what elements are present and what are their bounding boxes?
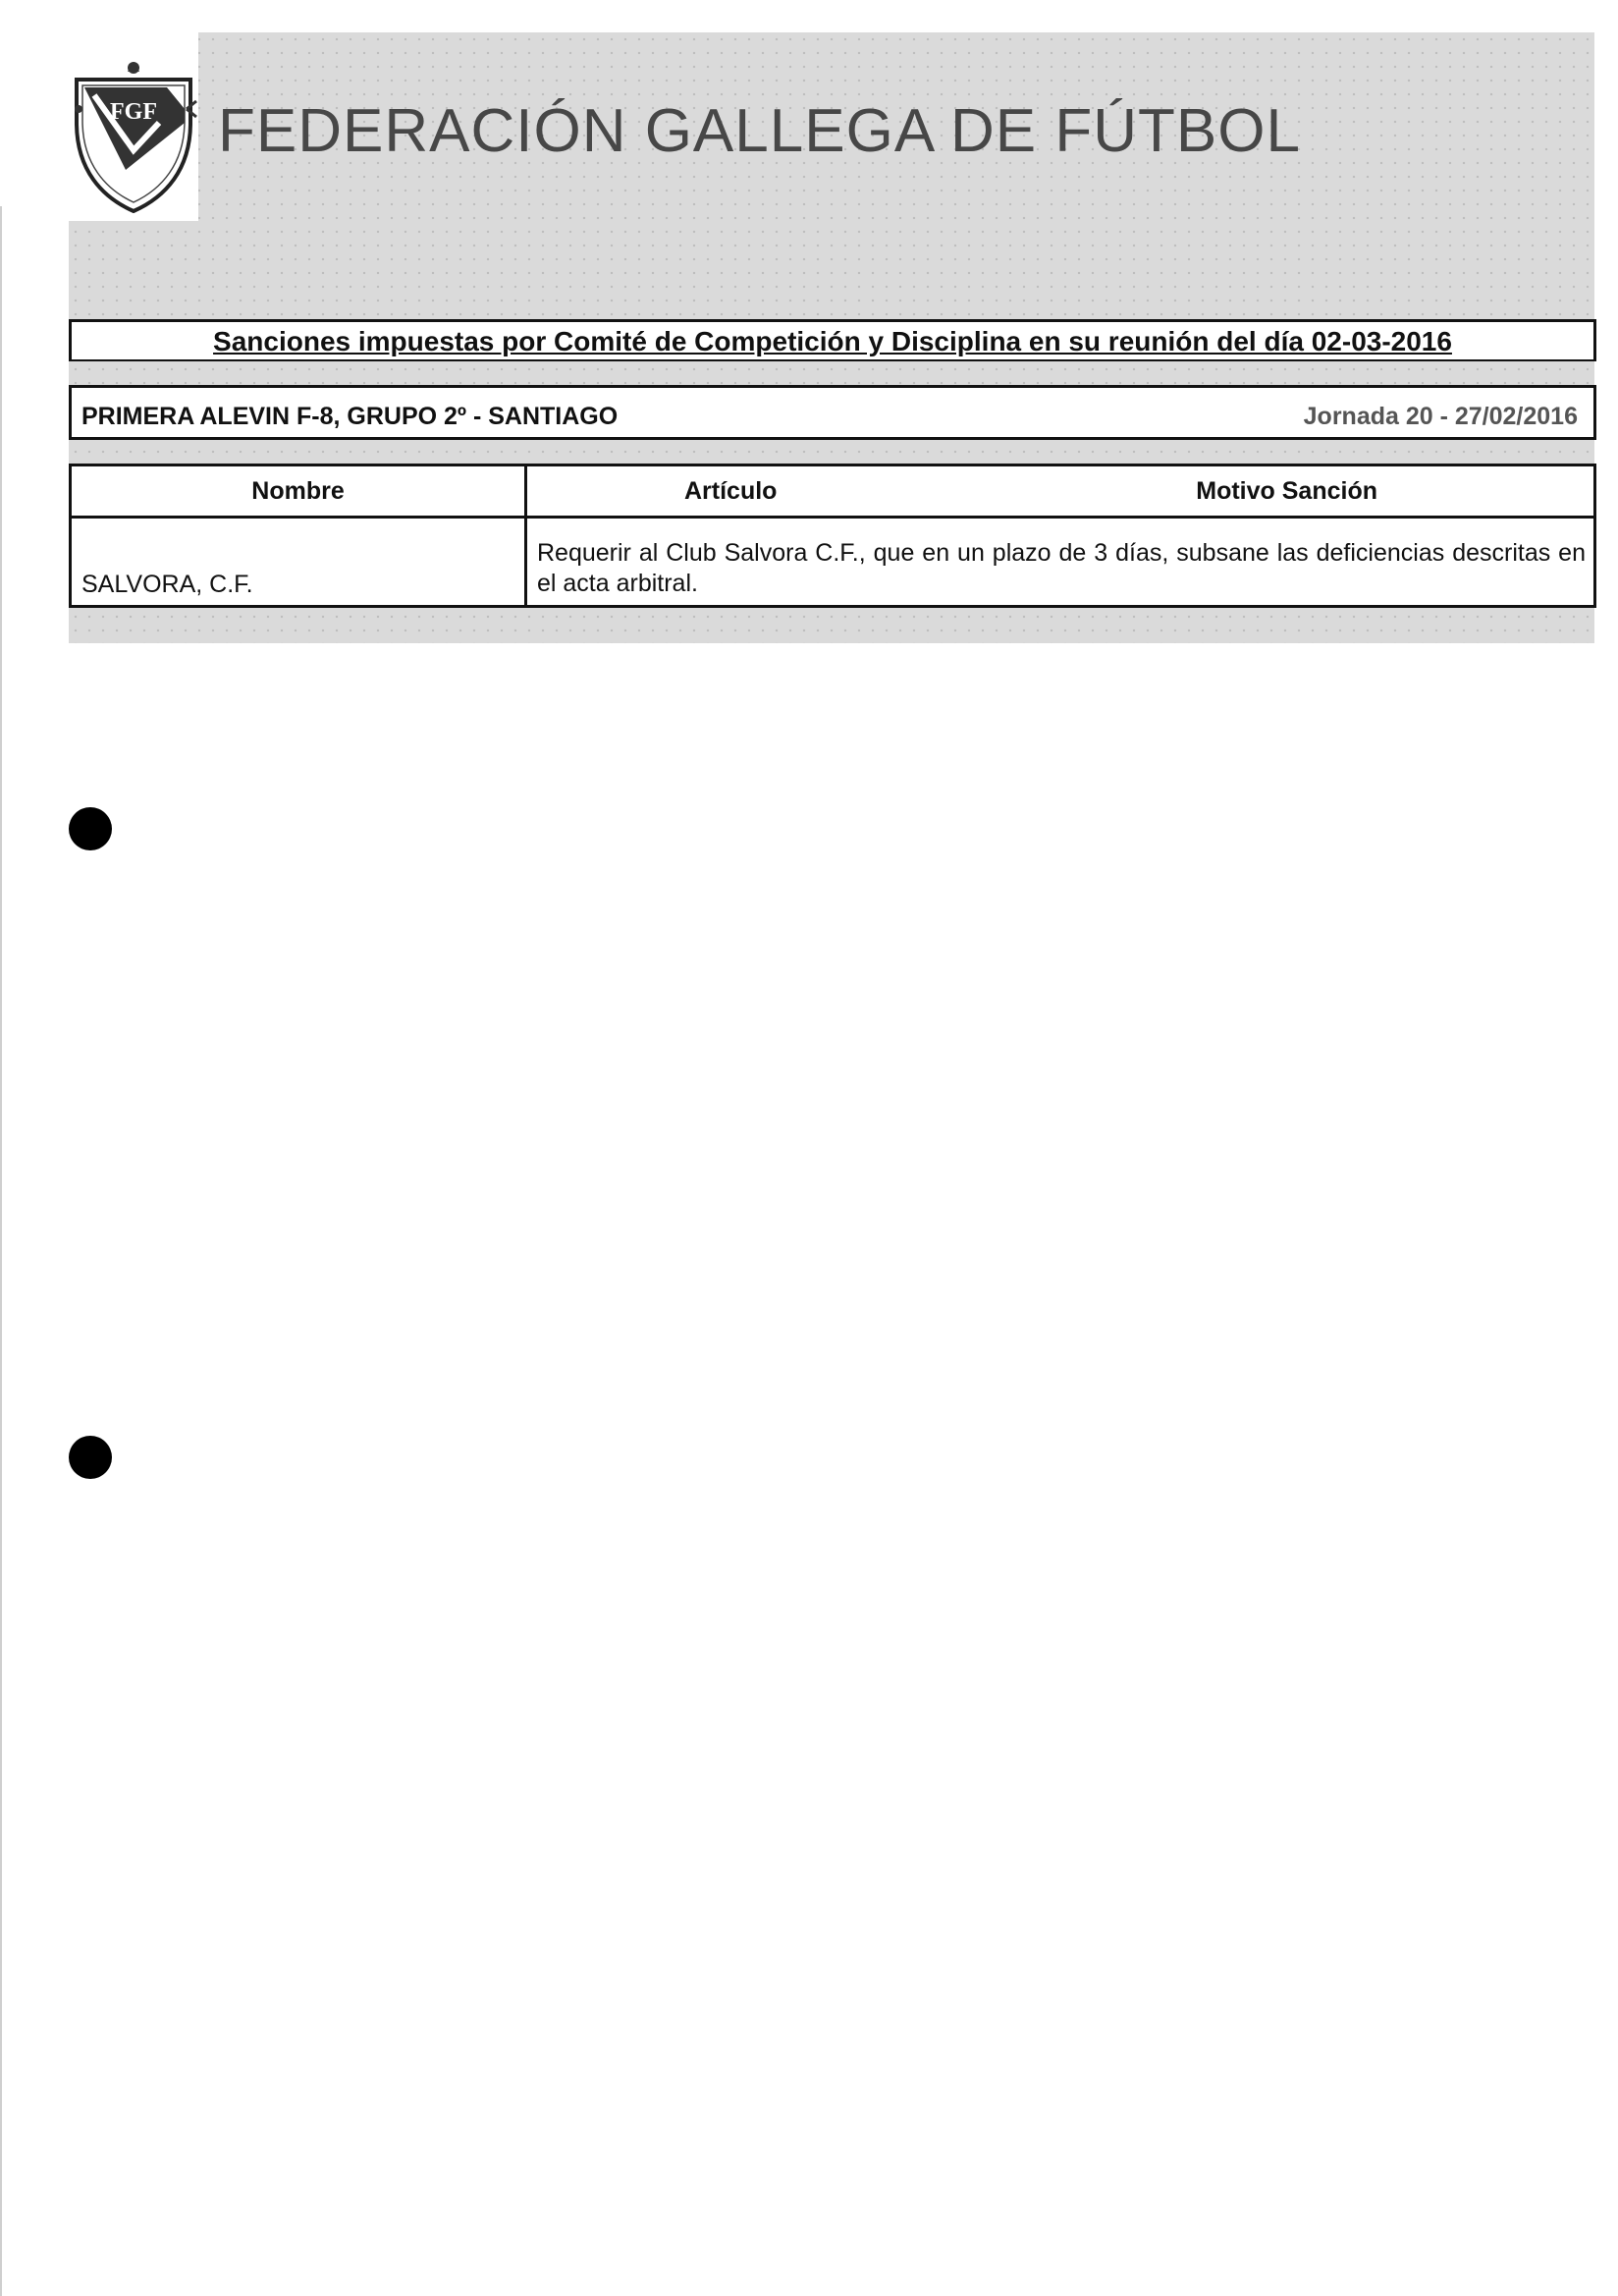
sanctions-table — [69, 464, 1596, 608]
sanctions-heading-box — [69, 319, 1596, 361]
row-name: SALVORA, C.F. — [71, 518, 526, 607]
svg-text:FGF: FGF — [110, 99, 157, 125]
round-date: Jornada 20 - 27/02/2016 — [1303, 403, 1578, 430]
column-header-name: Nombre — [71, 465, 526, 518]
federation-logo — [69, 32, 198, 221]
sanctions-heading: Sanciones impuestas por Comité de Competición y Disciplina en su reunión del día 02-03-2016 — [213, 326, 1452, 356]
competition-name: PRIMERA ALEVIN F-8, GRUPO 2º - SANTIAGO — [81, 403, 619, 430]
page-edge — [0, 206, 2, 2296]
federation-title: FEDERACIÓN GALLEGA DE FÚTBOL — [218, 97, 1301, 165]
shield-icon — [69, 62, 198, 219]
table-row — [71, 518, 1595, 607]
row-reason: Requerir al Club Salvora C.F., que en un plazo de 3 días, subsane las deficiencias descritas en el acta arbitral. — [526, 518, 1595, 607]
competition-bar — [69, 385, 1596, 440]
punch-hole — [69, 807, 112, 850]
punch-hole — [69, 1436, 112, 1479]
column-header-article: Artículo — [684, 476, 778, 505]
column-header-reason: Motivo Sanción — [1196, 476, 1377, 505]
table-header-row — [71, 465, 1595, 518]
column-header-article-reason — [526, 465, 1595, 518]
